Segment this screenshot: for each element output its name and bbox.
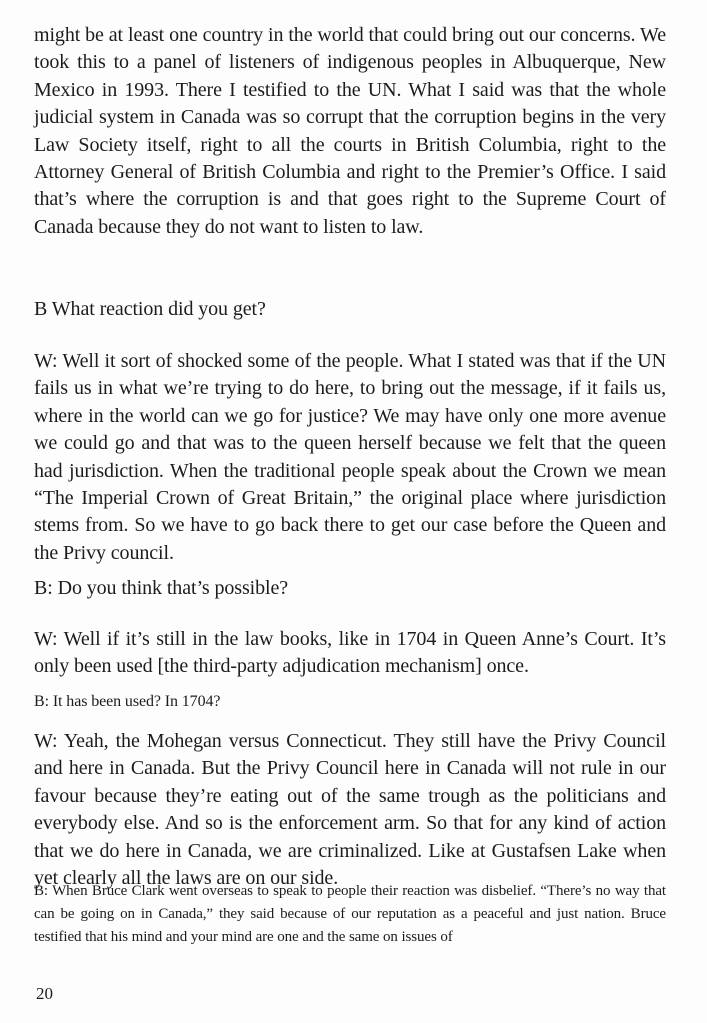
answer-law-books: W: Well if it’s still in the law books, like in 1704 in Queen Anne’s Court. It’s only been used [the third-party adjudication mechanism] once. xyxy=(34,628,666,678)
question-possible: B: Do you think that’s possible? xyxy=(34,577,289,599)
paragraph-testimony-un: might be at least one country in the world that could bring out our concerns. We took this to a panel of listeners of indigenous peoples in Albuquerque, New Mexico in 1993. There I testified to the UN. What I said was that the whole judicial system in Canada was so corrupt that the corruption begins in the very Law Society itself, right to all the courts in British Columbia, right to the Attorney General of British Columbia and right to the Premier’s Office. I said that’s where the corruption is and that goes right to the Supreme Court of Canada because they do not want to listen to law. xyxy=(34,24,666,238)
answer-mohegan: W: Yeah, the Mohegan versus Connecticut. They still have the Privy Council and here in Canada. But the Privy Council here in Canada will not rule in our favour because they’re eating out of the same trough as the politicians and everybody else. And so is the enforcement arm. So that for any kind of action that we do here in Canada, we are criminalized. Like at Gustafsen Lake when yet clearly all the laws are on our side. xyxy=(34,730,666,890)
page-number: 20 xyxy=(36,984,53,1003)
question-reaction: B What reaction did you get? xyxy=(34,298,266,320)
question-used: B: It has been used? In 1704? xyxy=(34,693,221,710)
question-bruce-clark: B: When Bruce Clark went overseas to speak to people their reaction was disbelief. “There’s no way that can be going on in Canada,” they said because of our reputation as a peaceful and just nation. Bruce testified that his mind and your mind are one and the same on issues of xyxy=(34,883,666,945)
answer-reaction: W: Well it sort of shocked some of the people. What I stated was that if the UN fails us in what we’re trying to do here, to bring out the message, if it fails us, where in the world can we go for justice? We may have only one more avenue we could go and that was to the queen herself because we felt that the queen had jurisdiction. When the traditional people speak about the Crown we mean “The Imperial Crown of Great Britain,” the original place where jurisdiction stems from. So we have to go back there to get our case before the Queen and the Privy council. xyxy=(34,350,666,564)
